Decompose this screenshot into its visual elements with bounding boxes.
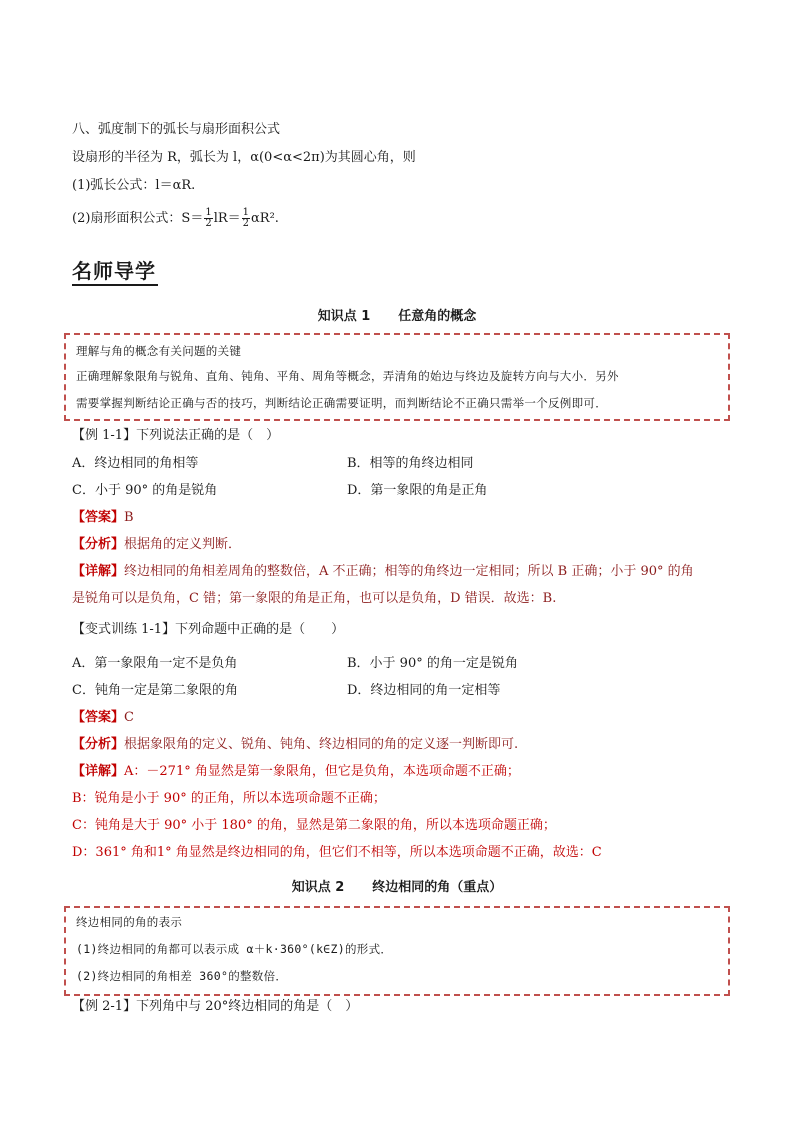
example-label: 【例 2-1】 (72, 999, 137, 1014)
fraction-half-1: $\frac{1}{2}$ (205, 207, 212, 229)
var1-answer: 【答案】C (72, 710, 134, 725)
var1-option-c: C．钝角一定是第二象限的角 (72, 683, 238, 698)
ex1-detail-line-2: 是锐角可以是负角，C 错；第一象限的角是正角，也可以是负角，D 错误．故选：B. (72, 591, 557, 606)
ex1-detail-line-1: 【详解】终边相同的角相差周角的整数倍，A 不正确；相等的角终边一定相同；所以 B 正确；小于 90° 的角 (72, 564, 694, 579)
ex1-option-c: C．小于 90° 的角是锐角 (72, 483, 218, 498)
var1-option-b: B．小于 90° 的角一定是锐角 (347, 656, 518, 671)
example-label: 【例 1-1】 (72, 428, 137, 443)
ex1-option-b: B．相等的角终边相同 (347, 456, 474, 471)
var1-detail-a: 【详解】A：－271° 角显然是第一象限角，但它是负角，本选项命题不正确； (72, 764, 520, 779)
fraction-half-2: $\frac{1}{2}$ (242, 207, 250, 229)
section-title-underline (72, 284, 158, 286)
example-1-1-question: 【例 1-1】下列说法正确的是（ ） (72, 428, 280, 443)
kp2-box-line-3: (2)终边相同的角相差 360°的整数倍． (76, 969, 288, 983)
var1-detail-c: C：钝角是大于 90° 小于 180° 的角，显然是第二象限的角，所以本选项命题正确； (72, 818, 556, 833)
intro-heading: 八、弧度制下的弧长与扇形面积公式 (72, 122, 281, 137)
area-formula-suffix: αR². (251, 211, 279, 226)
kp1-box-line-1: 理解与角的概念有关问题的关键 (76, 344, 242, 358)
ex1-option-d: D．第一象限的角是正角 (347, 483, 488, 498)
ex1-answer: 【答案】B (72, 510, 134, 525)
knowledge-point-2-box (64, 906, 730, 996)
knowledge-point-1-box (64, 333, 730, 421)
var1-option-a: A．第一象限角一定不是负角 (72, 656, 238, 671)
kp1-box-line-3: 需要掌握判断结论正确与否的技巧，判断结论正确需要证明，而判断结论不正确只需举一个反例即可． (76, 396, 607, 410)
example-2-1-question: 【例 2-1】下列角中与 20°终边相同的角是（ ） (72, 999, 359, 1014)
kp2-box-line-2: (1)终边相同的角都可以表示成 α＋k·360°(k∈Z)的形式． (76, 942, 393, 956)
sector-area-formula (72, 208, 279, 229)
ex1-option-a: A．终边相同的角相等 (72, 456, 199, 471)
kp1-box-line-2: 正确理解象限角与锐角、直角、钝角、平角、周角等概念，弄清角的始边与终边及旋转方向与大小．另外 (76, 369, 619, 383)
var1-detail-b: B：锐角是小于 90° 的正角，所以本选项命题不正确； (72, 791, 386, 806)
variant-label: 【变式训练 1-1】 (72, 622, 176, 637)
var1-analysis: 【分析】根据象限角的定义、锐角、钝角、终边相同的角的定义逐一判断即可. (72, 737, 519, 752)
ex1-analysis: 【分析】根据角的定义判断． (72, 537, 242, 552)
knowledge-point-2-title: 知识点 2 终边相同的角（重点） (291, 880, 503, 895)
kp2-box-line-1: 终边相同的角的表示 (76, 915, 183, 929)
arc-length-formula: (1)弧长公式：l＝αR. (72, 178, 196, 193)
var1-detail-d: D：361° 角和1° 角显然是终边相同的角，但它们不相等，所以本选项命题不正确，故选：C (72, 845, 602, 860)
section-title: 名师导学 (72, 259, 156, 283)
variant-1-1-question: 【变式训练 1-1】下列命题中正确的是（ ） (72, 622, 345, 637)
knowledge-point-1-title: 知识点 1 任意角的概念 (317, 309, 477, 324)
area-formula-prefix: (2)扇形面积公式：S＝ (72, 211, 204, 226)
area-formula-mid: lR＝ (213, 211, 241, 226)
var1-option-d: D．终边相同的角一定相等 (347, 683, 501, 698)
intro-setup: 设扇形的半径为 R，弧长为 l，α(0<α<2π)为其圆心角，则 (72, 150, 416, 165)
